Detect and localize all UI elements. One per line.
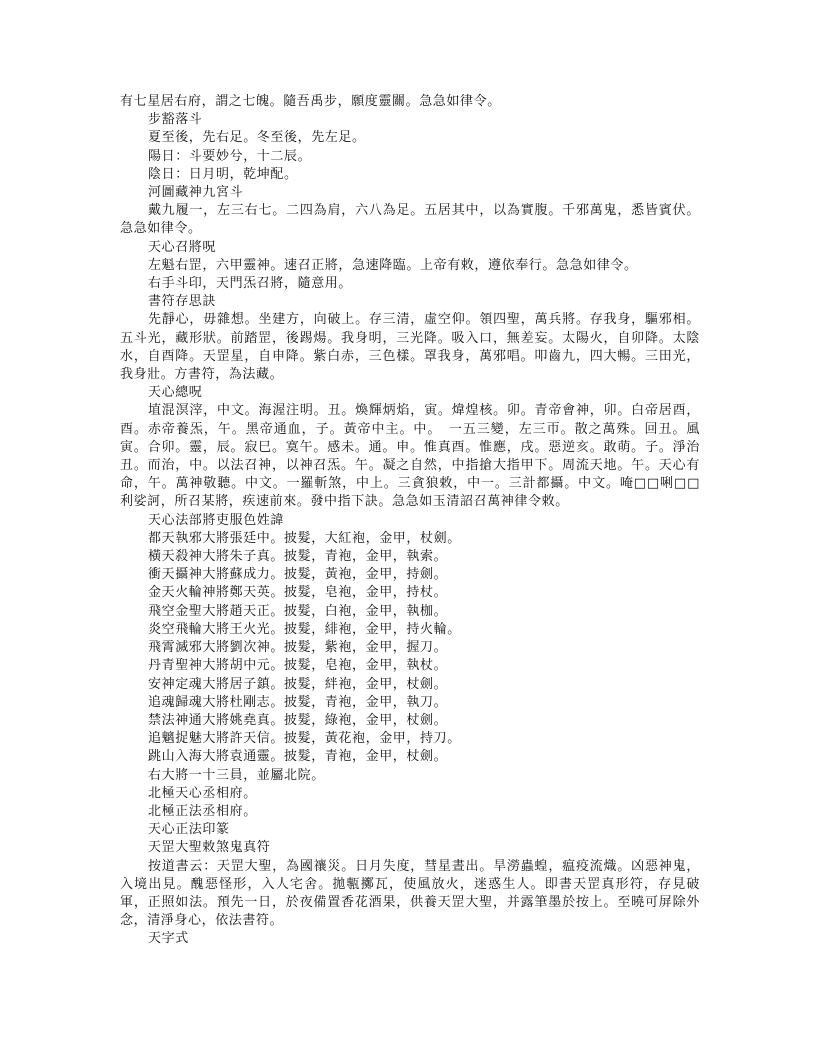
body-paragraph: 追魂歸魂大將杜剛志。披髮，青袍，金甲，執刀。 (148, 694, 448, 710)
section-heading: 天心召將呪 (148, 239, 217, 255)
body-paragraph: 追魑捉魅大將許天信。披髮，黃花袍，金甲，持刀。 (148, 731, 461, 747)
body-paragraph: 北極天心丞相府。 (148, 785, 257, 801)
section-heading: 天心正法印篆 (148, 822, 230, 838)
body-paragraph: 埴混溟滓，中文。海渥注明。丑。煥輝炳焰，寅。煒煌核。卯。青帝會神，卯。白帝居酉，酉。赤帝養炁，午。黑帝通血，子。黃帝中主。中。 一五三變，左三帀。散之萬殊。回丑。風寅。合卯。靈，辰。寂巳。寞午。感未。通。申。惟真酉。惟應，戌。惡逆亥。敢萌。子。淨治丑。而治，中。以法召神，以神召炁。午。凝之自然，中指搶大指甲下。周流天地。午。天心有命，午。萬神敬聽。中文。一羅斬煞，中上。三貪狼敕，中一。三計都攝。中文。唵□□唎□□利娑訶，所召某將，疾速前來。發中指下訣。急急如玉清詔召萬神律令敕。 (120, 403, 700, 510)
body-paragraph: 跳山入海大將袁通靈。披髮，青袍，金甲，杖劍。 (148, 749, 448, 765)
body-paragraph: 飛空金聖大將趙天正。披髮，白袍，金甲，執枷。 (148, 603, 448, 619)
body-paragraph: 陽日：斗要妙兮，十二辰。 (148, 148, 312, 164)
body-paragraph: 陰日：日月明，乾坤配。 (148, 166, 298, 182)
body-paragraph: 右手斗印，天門炁召將，隨意用。 (148, 276, 353, 292)
body-paragraph: 丹青聖神大將胡中元。披髮，皂袍，金甲，執杖。 (148, 658, 448, 674)
body-paragraph: 安神定魂大將居子鎮。披髮，絆袍，金甲，杖劍。 (148, 676, 448, 692)
body-paragraph: 有七星居右府，謂之七魄。隨吾禹步，願度靈關。急急如律令。 (120, 94, 501, 109)
document-body (120, 93, 700, 949)
body-paragraph: 金天火輪神將鄭天英。披髮，皂袍，金甲，持杖。 (148, 585, 448, 601)
body-paragraph: 按道書云：天罡大聖，為國禳災。日月失度，彗星晝出。旱澇蟲蝗，瘟疫流熾。凶惡神鬼，入境出見。醜惡怪形，入人宅舍。拋甎擲瓦，使風放火，迷惑生人。即書天罡真形符，存見破軍，正照如法。預先一日，於夜備置香花酒果，供養天罡大聖，并露筆墨於按上。至曉可屏除外念，清淨身心，依法書符。 (120, 858, 700, 929)
body-paragraph: 飛霄滅邪大將劉次神。披髮，紫袍，金甲，握刀。 (148, 640, 448, 656)
body-paragraph: 左魁右罡，六甲靈神。速召正將，急速降臨。上帝有敕，遵依奉行。急急如律令。 (148, 257, 638, 273)
body-paragraph: 都天執邪大將張廷中。披髮，大紅袍，金甲，杖劍。 (148, 530, 461, 546)
section-heading: 天字式 (148, 931, 189, 947)
section-heading: 步豁落斗 (148, 112, 203, 128)
body-paragraph: 北極正法丞相府。 (148, 803, 257, 819)
body-paragraph: 戴九履一，左三右七。二四為肩，六八為足。五居其中，以為實腹。千邪萬鬼，悉皆賓伏。急急如律令。 (120, 203, 700, 237)
section-heading: 書符存思訣 (148, 294, 217, 310)
section-heading: 天心總呪 (148, 385, 203, 401)
section-heading: 河圖藏神九宮斗 (148, 185, 244, 201)
body-paragraph: 先靜心，毋雜想。坐建方，向破上。存三清，虛空仰。領四聖，萬兵將。存我身，驅邪相。五斗光，藏形狀。前踏罡，後踢煬。我身明，三光降。吸入口，無差妄。太陽火，自卯降。太陰水，自酉降。天罡星，自申降。紫白赤，三色樣。罩我身，萬邪唱。叩齒九，四大暢。三田光，我身壯。方書符，為法藏。 (120, 312, 700, 383)
body-paragraph: 炎空飛輪大將王火光。披髮，緋袍，金甲，持火輪。 (148, 621, 461, 637)
body-paragraph: 禁法神通大將姚堯真。披髮，綠袍，金甲，杖劍。 (148, 712, 448, 728)
body-paragraph: 夏至後，先右足。冬至後，先左足。 (148, 130, 366, 146)
section-heading: 天心法部將吏服色姓諱 (148, 512, 285, 528)
section-heading: 天罡大聖敕煞鬼真符 (148, 840, 271, 856)
body-paragraph: 衝天攝神大將蘇成力。披髮，黃袍，金甲，持劍。 (148, 567, 448, 583)
body-paragraph: 橫天殺神大將朱子真。披髮，青袍，金甲，執索。 (148, 549, 448, 565)
body-paragraph: 右大將一十三員，並屬北院。 (148, 767, 325, 783)
